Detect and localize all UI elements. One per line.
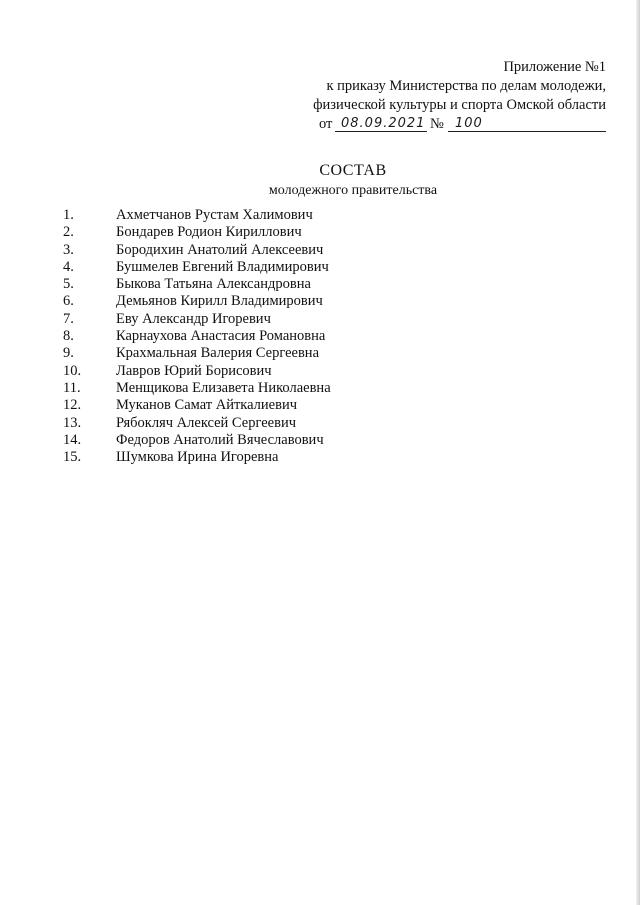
list-item-number: 15. xyxy=(63,449,82,466)
list-item-name: Ахметчанов Рустам Халимович xyxy=(116,207,313,223)
list-item-number: 3. xyxy=(63,241,74,258)
order-reference-line2: физической культуры и спорта Омской области xyxy=(313,97,606,113)
order-reference-line1: к приказу Министерства по делам молодежи, xyxy=(326,78,606,94)
list-item-name: Лавров Юрий Борисович xyxy=(116,362,272,379)
list-item-name: Демьянов Кирилл Владимирович xyxy=(116,293,323,310)
list-item-name: Муканов Самат Айткалиевич xyxy=(116,397,298,414)
list-item-number: 4. xyxy=(63,258,74,275)
list-item-number: 7. xyxy=(63,310,74,327)
list-item-name: Федоров Анатолий Вячеславович xyxy=(116,431,324,448)
list-item-name: Рябокляч Алексей Сергеевич xyxy=(116,414,296,431)
list-item-name: Бушмелев Евгений Владимирович xyxy=(116,258,329,275)
page-edge-shadow xyxy=(636,0,640,905)
document-subtitle: молодежного правительства xyxy=(268,183,438,198)
list-item-number: 11. xyxy=(63,379,81,396)
document-title: СОСТАВ xyxy=(319,162,387,179)
list-item-number: 14. xyxy=(63,431,82,448)
appendix-title: Приложение №1 xyxy=(503,59,606,75)
list-item-name: Быкова Татьяна Александровна xyxy=(116,276,311,293)
handwritten-date: 08.09.2021 xyxy=(341,116,426,131)
list-item-name: Карнаухова Анастасия Романовна xyxy=(116,328,326,345)
list-item-number: 2. xyxy=(63,224,74,241)
list-item-number: 10. xyxy=(63,362,82,379)
list-item-name: Крахмальная Валерия Сергеевна xyxy=(116,345,319,362)
appendix-header xyxy=(313,58,606,134)
list-item-name: Шумкова Ирина Игоревна xyxy=(116,449,279,466)
list-item-number: 8. xyxy=(63,328,74,345)
handwritten-number: 100 xyxy=(455,116,483,131)
list-item-name: Бондарев Родион Кириллович xyxy=(116,224,302,241)
document-title-block xyxy=(0,161,640,200)
order-date-number-line xyxy=(313,115,606,134)
list-item-number: 6. xyxy=(63,293,74,310)
list-item-number: 13. xyxy=(63,414,82,431)
list-item-number: 5. xyxy=(63,276,74,293)
list-item-number: 9. xyxy=(63,345,74,362)
number-sign: № xyxy=(430,116,444,132)
list-item-name: Еву Александр Игоревич xyxy=(116,310,271,327)
list-item-number: 1. xyxy=(63,207,74,223)
list-item-name: Бородихин Анатолий Алексеевич xyxy=(116,241,324,258)
date-prefix: от xyxy=(319,116,333,132)
list-item-name: Менщикова Елизавета Николаевна xyxy=(116,379,331,396)
list-item-number: 12. xyxy=(63,397,82,414)
